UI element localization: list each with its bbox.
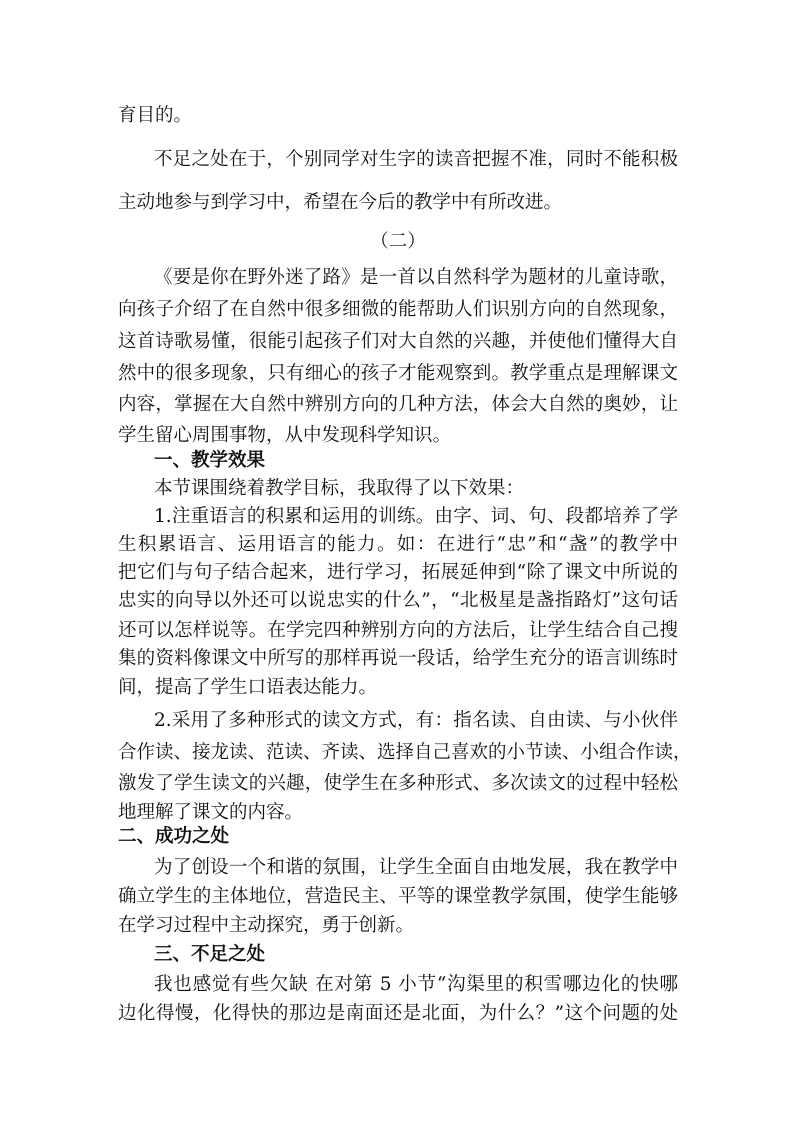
section-heading-success: 二、成功之处 bbox=[118, 826, 230, 847]
paragraph-line: 还可以怎样说等。在学完四种辨别方向的方法后，让学生结合自己搜 bbox=[118, 620, 678, 641]
paragraph-line: 向孩子介绍了在自然中很多细微的能帮助人们识别方向的自然现象， bbox=[118, 299, 678, 320]
paragraph-line: 间，提高了学生口语表达能力。 bbox=[118, 677, 378, 698]
paragraph-line: 本节课围绕着教学目标，我取得了以下效果： bbox=[154, 478, 525, 499]
paragraph-line: 激发了学生读文的兴趣，使学生在多种形式、多次读文的过程中轻松 bbox=[118, 773, 678, 794]
section-number: （二） bbox=[370, 231, 426, 252]
paragraph-line: 不足之处在于，个别同学对生字的读音把握不准，同时不能积极 bbox=[154, 149, 678, 170]
paragraph-line: 在学习过程中主动探究，勇于创新。 bbox=[118, 915, 415, 936]
section-heading-shortcomings: 三、不足之处 bbox=[154, 944, 266, 965]
paragraph-line: 这首诗歌易懂，很能引起孩子们对大自然的兴趣，并使他们懂得大自 bbox=[118, 331, 678, 352]
paragraph-line: 育目的。 bbox=[118, 105, 193, 126]
paragraph-line: 地理解了课文的内容。 bbox=[118, 802, 304, 823]
paragraph-line: 把它们与句子结合起来，进行学习，拓展延伸到“除了课文中所说的 bbox=[118, 562, 678, 583]
paragraph-line: 1.注重语言的积累和运用的训练。由字、词、句、段都培养了学 bbox=[154, 506, 678, 527]
paragraph-line: 合作读、接龙读、范读、齐读、选择自己喜欢的小节读、小组合作读， bbox=[118, 742, 692, 763]
paragraph-line: 为了创设一个和谐的氛围，让学生全面自由地发展，我在教学中 bbox=[154, 857, 678, 878]
paragraph-line: 生积累语言、运用语言的能力。如：在进行“忠”和“盏”的教学中 bbox=[118, 534, 678, 555]
paragraph-line: 我也感觉有些欠缺 在对第 5 小节“沟渠里的积雪哪边化的快哪 bbox=[154, 974, 678, 995]
paragraph-line: 忠实的向导以外还可以说忠实的什么”，“北极星是盏指路灯”这句话 bbox=[118, 590, 678, 611]
paragraph-line: 《要是你在野外迷了路》是一首以自然科学为题材的儿童诗歌， bbox=[154, 267, 678, 288]
paragraph-line: 主动地参与到学习中，希望在今后的教学中有所改进。 bbox=[118, 192, 563, 213]
paragraph-line: 2.采用了多种形式的读文方式，有：指名读、自由读、与小伙伴 bbox=[154, 710, 678, 731]
paragraph-line: 边化得慢，化得快的那边是南面还是北面，为什么？”这个问题的处 bbox=[118, 1003, 678, 1024]
paragraph-line: 内容，掌握在大自然中辨别方向的几种方法，体会大自然的奥妙，让 bbox=[118, 394, 678, 415]
section-heading-teaching-effect: 一、教学效果 bbox=[154, 450, 266, 471]
paragraph-line: 集的资料像课文中所写的那样再说一段话，给学生充分的语言训练时 bbox=[118, 648, 678, 669]
paragraph-line: 学生留心周围事物，从中发现科学知识。 bbox=[118, 425, 452, 446]
paragraph-line: 然中的很多现象，只有细心的孩子才能观察到。教学重点是理解课文 bbox=[118, 363, 678, 384]
paragraph-line: 确立学生的主体地位，营造民主、平等的课堂教学氛围，使学生能够 bbox=[118, 886, 678, 907]
